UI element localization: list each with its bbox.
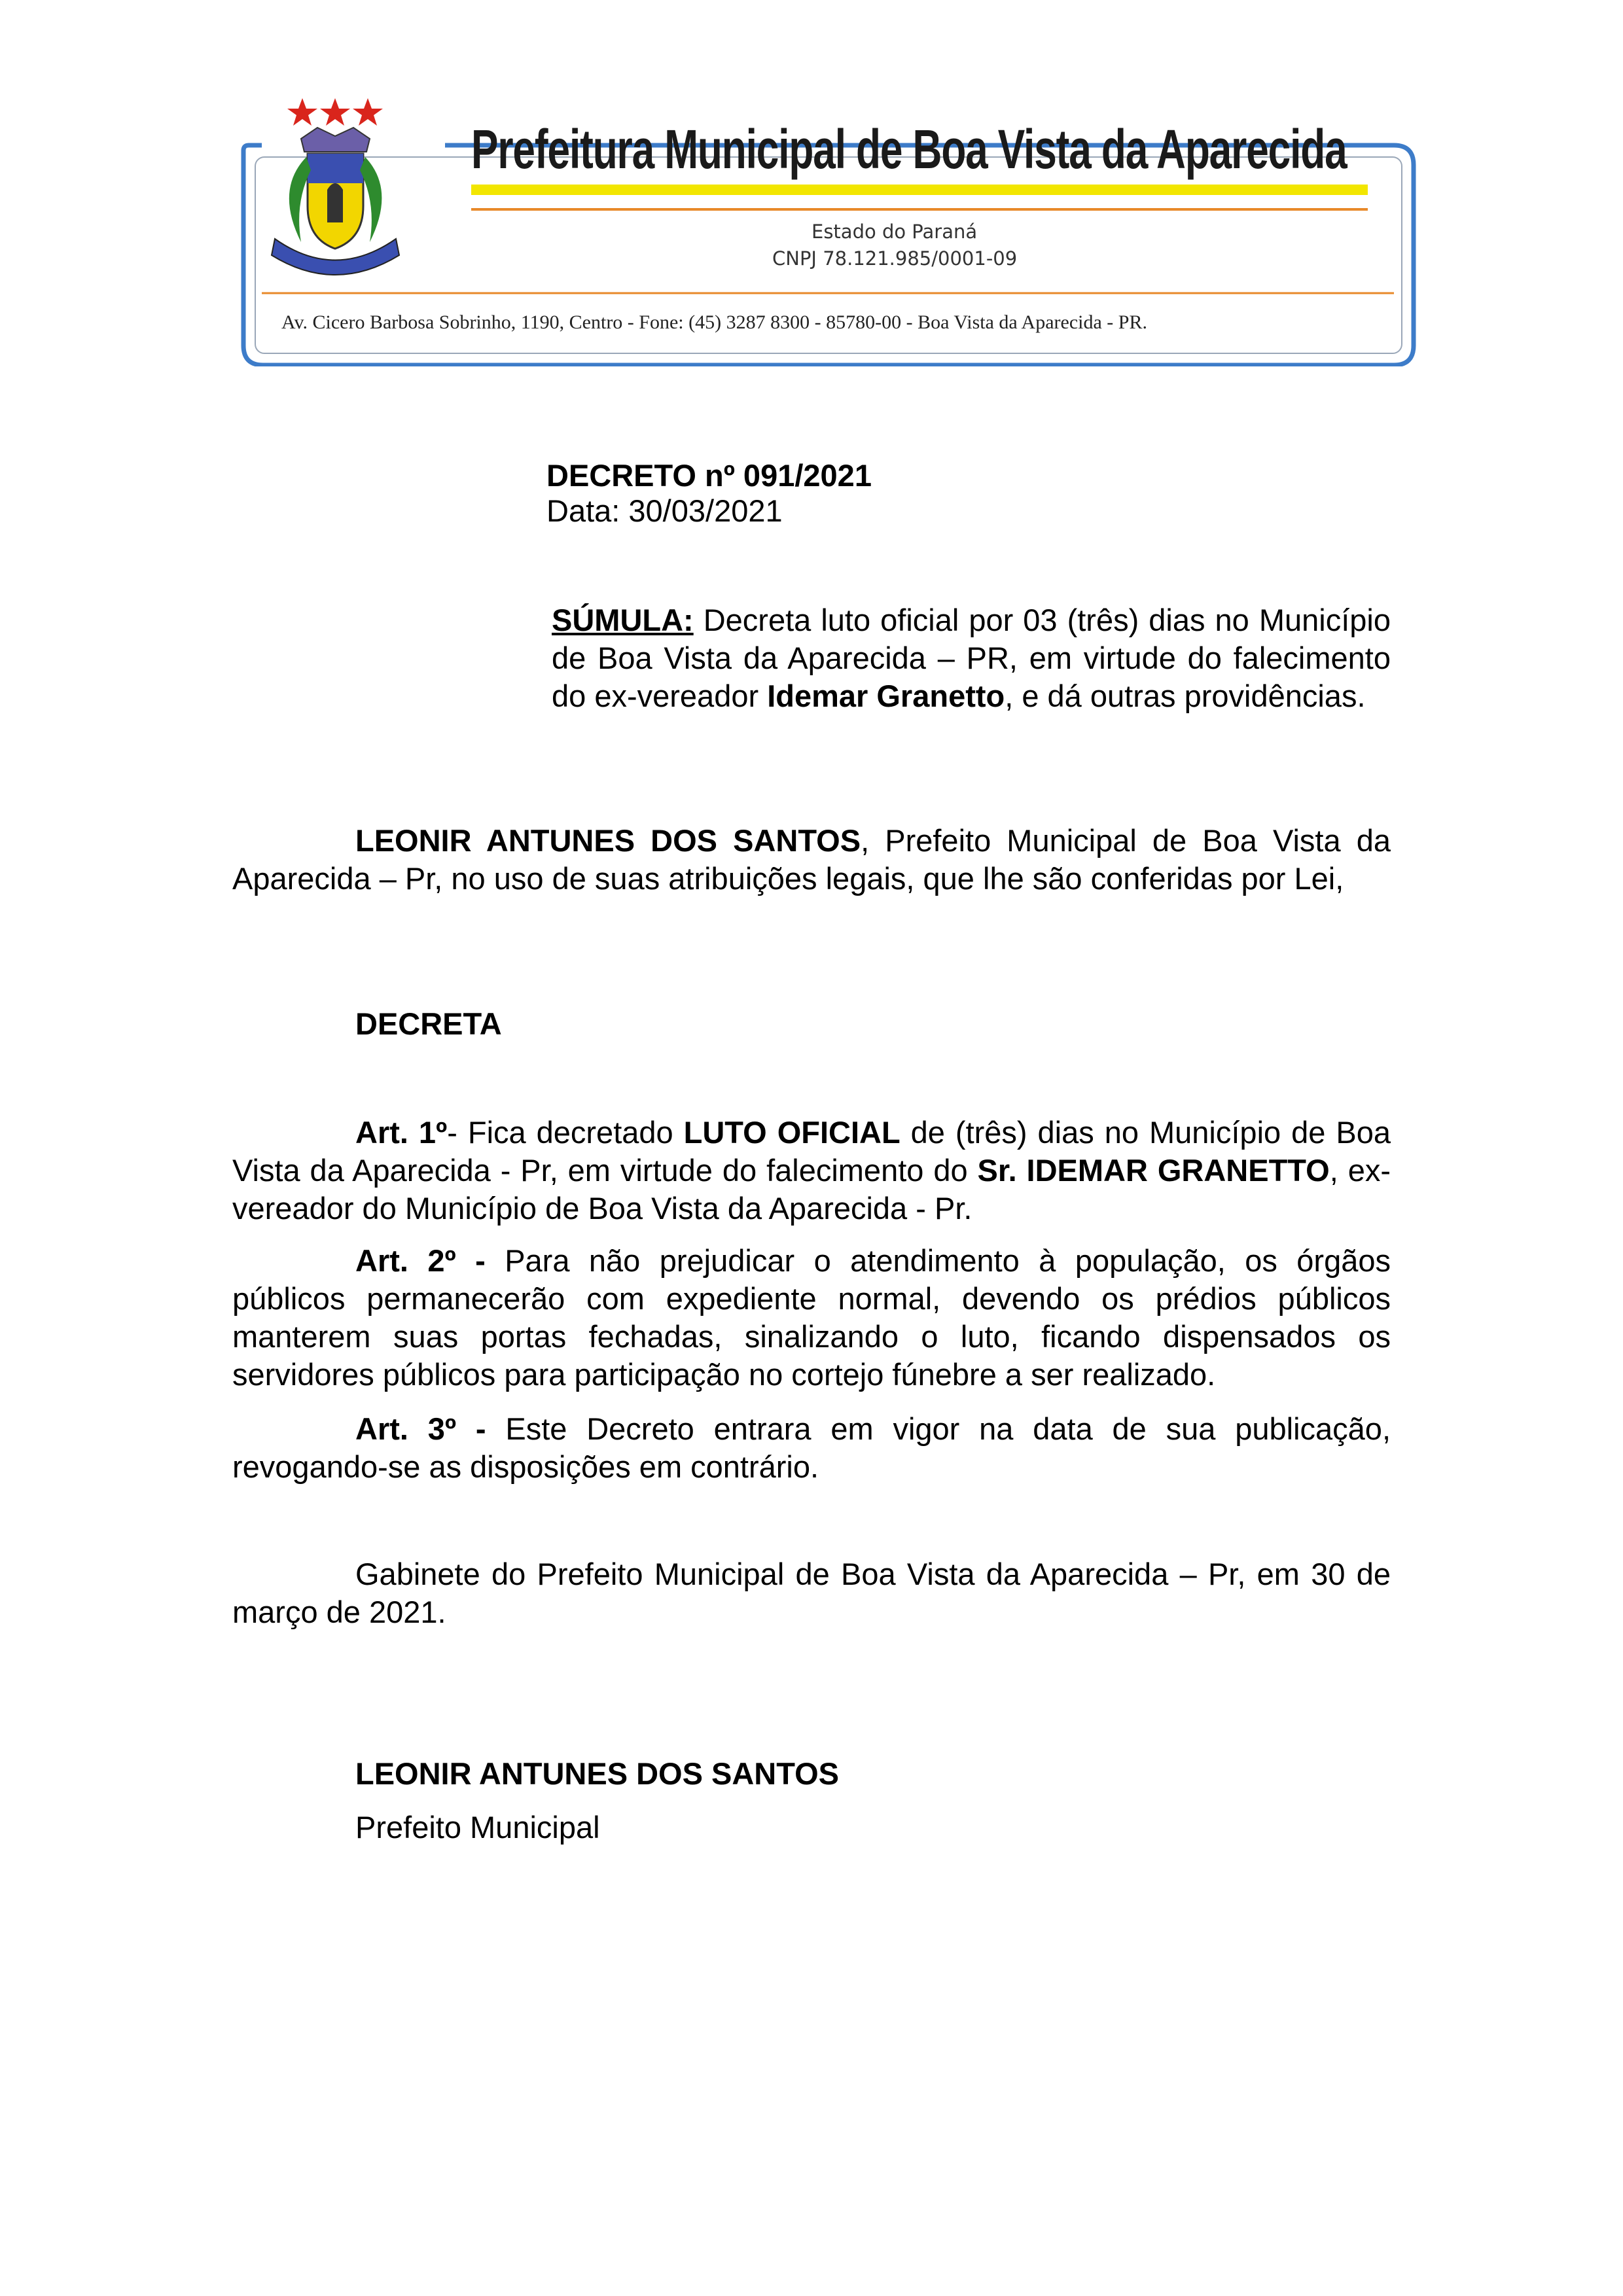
- star-icon: [353, 98, 383, 126]
- signature-title: Prefeito Municipal: [355, 1810, 600, 1845]
- article-3: [232, 1410, 1391, 1486]
- preamble-text: , Prefeito Municipal de Boa Vista da Aparecida – Pr, no uso de suas atribuições legais, que lhe são conferidas por Lei,: [232, 823, 1391, 896]
- article-1-text: de (três) dias no Município de Boa Vista da Aparecida - Pr, em virtude do falecimento do: [232, 1115, 1391, 1188]
- sumula-text-end: , e dá outras providências.: [1005, 679, 1366, 713]
- article-1-bold: LUTO OFICIAL: [683, 1115, 901, 1150]
- signature-name: LEONIR ANTUNES DOS SANTOS: [355, 1756, 840, 1791]
- letterhead-state: Estado do Paraná: [812, 221, 978, 243]
- decreta-heading: DECRETA: [355, 1006, 502, 1041]
- decree-date: Data: 30/03/2021: [546, 493, 783, 528]
- article-2: [232, 1242, 1391, 1394]
- closing-paragraph: [232, 1555, 1391, 1631]
- mayor-name: LEONIR ANTUNES DOS SANTOS: [355, 823, 861, 858]
- article-2-label: Art. 2º -: [355, 1243, 486, 1278]
- sumula-name: Idemar Granetto: [767, 679, 1005, 713]
- article-1-text: - Fica decretado: [447, 1115, 684, 1150]
- letterhead-cnpj: CNPJ 78.121.985/0001-09: [772, 247, 1018, 270]
- letterhead: [236, 92, 1420, 366]
- article-1: [232, 1114, 1391, 1227]
- municipal-crest-icon: [255, 92, 452, 288]
- preamble-paragraph: [232, 822, 1391, 898]
- closing-text: Gabinete do Prefeito Municipal de Boa Vista da Aparecida – Pr, em 30 de março de 2021.: [232, 1557, 1391, 1629]
- star-icon: [320, 98, 350, 126]
- sumula-paragraph: [552, 601, 1391, 715]
- sumula-label: SÚMULA:: [552, 603, 694, 637]
- article-2-text: Para não prejudicar o atendimento à população, os órgãos públicos permanecerão com expediente normal, devendo os prédios públicos manterem suas portas fechadas, sinalizando o luto, ficando dispensados os servidores públicos para participação no cortejo fúnebre a ser realizado.: [232, 1243, 1391, 1392]
- sumula-text: Decreta luto oficial por 03 (três) dias no Município de Boa Vista da Aparecida – PR, em virtude do falecimento do ex-vereador: [552, 603, 1391, 713]
- article-3-text: Este Decreto entrara em vigor na data de sua publicação, revogando-se as disposições em contrário.: [232, 1411, 1391, 1484]
- letterhead-title: Prefeitura Municipal de Boa Vista da Aparecida: [471, 118, 1347, 180]
- star-icon: [287, 98, 317, 126]
- article-1-name: Sr. IDEMAR GRANETTO: [977, 1153, 1330, 1188]
- article-1-label: Art. 1º: [355, 1115, 448, 1150]
- letterhead-address: Av. Cicero Barbosa Sobrinho, 1190, Centro - Fone: (45) 3287 8300 - 85780-00 - Boa Vista da Aparecida - PR.: [281, 311, 1147, 333]
- article-3-label: Art. 3º -: [355, 1411, 486, 1446]
- article-1-text: , ex-vereador do Município de Boa Vista da Aparecida - Pr.: [232, 1153, 1391, 1226]
- decree-number: DECRETO nº 091/2021: [546, 458, 872, 493]
